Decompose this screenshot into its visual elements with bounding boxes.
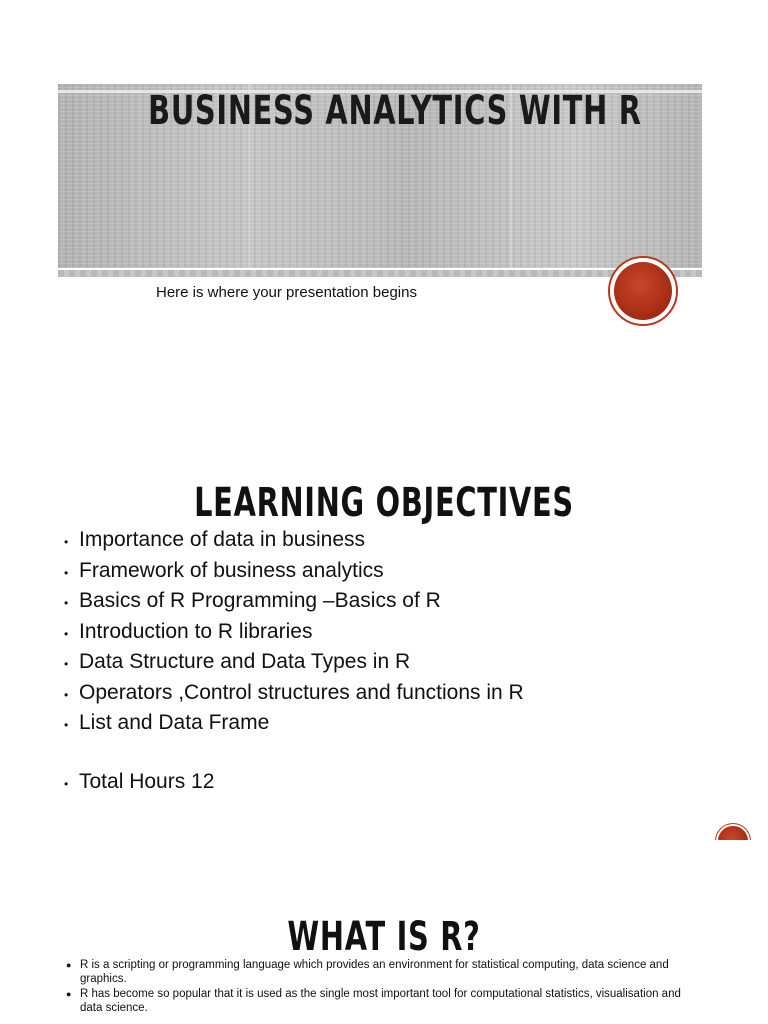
slide-subtitle: Here is where your presentation begins [156,284,417,301]
title-strip [58,270,702,277]
list-item-text: Operators ,Control structures and functions in R [79,680,524,704]
list-item-text: Framework of business analytics [79,558,384,582]
list-item [66,958,706,986]
list-item [64,709,524,740]
red-circle-ornament [614,262,672,320]
objectives-list [64,526,524,798]
slide-3 [0,880,768,1024]
what-is-r-list [66,958,706,1016]
slide-1 [0,0,768,420]
bullet-icon: • [64,687,69,702]
list-item [64,526,524,557]
list-item-text: Data Structure and Data Types in R [79,650,411,673]
bullet-icon: • [64,596,69,610]
total-hours-text: Total Hours 12 [79,769,215,793]
list-item [64,587,524,618]
list-item [64,618,524,649]
bullet-icon: • [64,626,69,641]
what-is-r-heading: WHAT IS R? [287,914,481,960]
list-item-text: Introduction to R libraries [79,619,313,643]
slide-2 [0,440,768,840]
list-item [64,557,524,588]
bullet-icon: • [64,565,69,580]
bullet-icon: • [64,776,69,791]
list-item-text: R has become so popular that it is used as the single most important tool for computational statistics, visualisation and data science. [80,988,681,1014]
list-item-text: List and Data Frame [79,711,270,734]
list-item [66,987,706,1015]
bullet-icon: • [64,718,69,732]
list-item [64,648,524,679]
list-item [64,679,524,710]
slide-title: BUSINESS ANALYTICS WITH R [148,88,642,134]
list-item-text: R is a scripting or programming language which provides an environment for statistical computing, data science and graphics. [80,959,669,985]
bullet-icon: ● [66,989,72,999]
total-hours-item [64,768,524,799]
bullet-icon: ● [66,960,72,970]
learning-objectives-heading: LEARNING OBJECTIVES [194,480,574,526]
list-item-text: Basics of R Programming –Basics of R [79,589,441,612]
bullet-icon: • [64,535,69,549]
list-item-text: Importance of data in business [79,528,366,551]
bullet-icon: • [64,657,69,671]
red-circle-ornament [718,826,748,840]
